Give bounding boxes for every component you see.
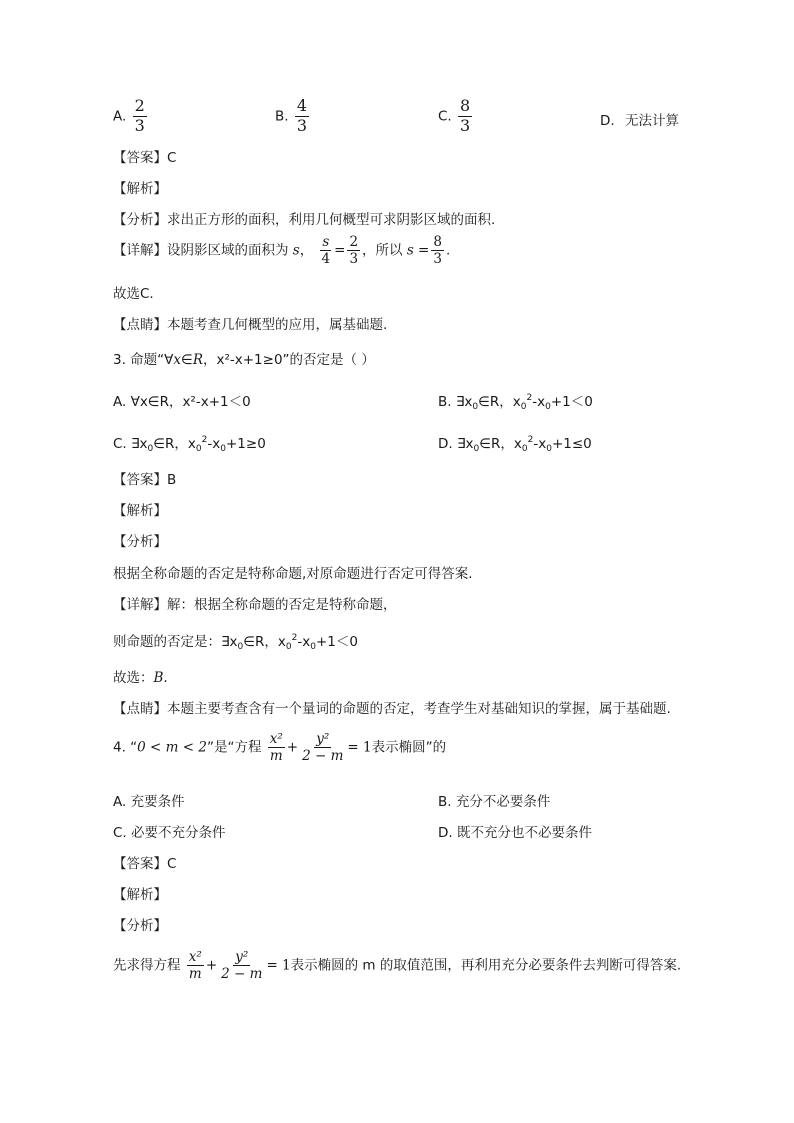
dianjing-line	[113, 697, 671, 717]
subscript: 0	[521, 444, 528, 454]
answer-line	[113, 852, 176, 872]
fenxi-tag: 【分析】	[113, 212, 167, 228]
fraction-numerator: s	[322, 234, 330, 250]
answer-value: C	[167, 150, 177, 166]
option-a	[113, 790, 185, 810]
condition: 0 < m < 2	[137, 739, 207, 756]
fraction-s-over-4	[320, 235, 333, 266]
question-4-stem	[113, 732, 446, 763]
option-b	[275, 98, 311, 135]
fenxi-body: 根据全称命题的否定是特称命题,对原命题进行否定可得答案.	[113, 566, 473, 582]
option-c	[438, 98, 474, 135]
option-a	[113, 98, 149, 135]
subscript: 0	[195, 444, 202, 454]
option-b-text: +1＜0	[550, 394, 593, 410]
fenxi-text	[113, 950, 681, 981]
option-d-label: D.	[600, 113, 615, 129]
fraction-y2-over-2-minus-m	[300, 732, 345, 763]
option-b-text: -x	[532, 394, 546, 410]
option-c-text: +1≥0	[225, 436, 266, 452]
option-d	[600, 109, 679, 129]
option-b	[438, 790, 550, 810]
result-text: 则命题的否定是：∃x	[113, 634, 238, 650]
s-equals: s =	[406, 242, 430, 259]
equals-one: = 1	[266, 957, 291, 974]
subscript: 0	[147, 444, 154, 454]
option-c-text: -x	[207, 436, 221, 452]
guxuan-line	[113, 666, 168, 686]
result-text: +1＜0	[315, 634, 358, 650]
result-line	[113, 630, 358, 652]
superscript: 2	[201, 435, 208, 445]
question-prefix: 3. 命题“	[113, 352, 165, 368]
option-b-fraction	[295, 98, 309, 135]
option-a-text: A. 充要条件	[113, 794, 185, 810]
option-d	[438, 821, 592, 841]
fenxi-prefix: 先求得方程	[113, 957, 181, 974]
answer-tag: 【答案】	[113, 856, 167, 872]
question-prefix: 4. “	[113, 739, 138, 756]
fraction-denominator: 2 − m	[221, 966, 263, 983]
jiexi-tag: 【解析】	[113, 503, 167, 519]
subscript: 0	[310, 642, 316, 652]
plus-sign: +	[286, 739, 299, 756]
option-d-text: 无法计算	[624, 113, 679, 129]
option-c-text: C. ∃x	[113, 436, 148, 452]
superscript: 2	[291, 633, 298, 643]
variable-x: x	[173, 352, 182, 368]
fenxi-heading	[113, 914, 167, 934]
answer-value: C	[167, 856, 177, 872]
fraction-denominator: m	[188, 966, 202, 983]
jiexi-heading	[113, 883, 167, 903]
dianjing-line	[113, 313, 387, 333]
option-b-label: B.	[275, 108, 289, 125]
subscript: 0	[220, 444, 226, 454]
xiangjie-tag: 【详解】	[113, 242, 167, 259]
in-symbol: ∈	[181, 352, 193, 368]
fraction-numerator: 8	[460, 96, 471, 115]
superscript: 2	[526, 393, 533, 403]
option-d-text: ∈R，x	[479, 436, 522, 452]
fenxi-tag: 【分析】	[113, 918, 167, 934]
dianjing-text: 本题考查几何概型的应用，属基础题.	[167, 317, 388, 333]
fraction-numerator: x²	[188, 949, 202, 965]
result-text: -x	[297, 634, 311, 650]
set-r: R	[192, 352, 203, 368]
fraction-denominator: 3	[296, 115, 308, 135]
fenxi-heading	[113, 530, 167, 550]
fenxi-tag: 【分析】	[113, 534, 167, 550]
subscript: 0	[546, 444, 552, 454]
fraction-denominator: 2 − m	[302, 748, 344, 765]
fraction-numerator: y²	[235, 949, 249, 965]
guxuan-text: 故选：	[113, 670, 154, 686]
fraction-denominator: 4	[321, 251, 331, 268]
fraction-denominator: 3	[349, 251, 359, 268]
jiexi-tag: 【解析】	[113, 181, 167, 197]
option-d-text: +1≤0	[551, 436, 592, 452]
fenxi-text	[113, 562, 473, 582]
result-text: ∈R，x	[243, 634, 286, 650]
dianjing-tag: 【点睛】	[113, 317, 167, 333]
fraction-numerator: 2	[349, 234, 359, 250]
plus-sign: +	[205, 957, 218, 974]
xiangjie-line	[113, 235, 450, 266]
jiexi-tag: 【解析】	[113, 887, 167, 903]
option-d-text: -x	[533, 436, 547, 452]
subscript: 0	[473, 444, 480, 454]
jiexi-heading	[113, 499, 167, 519]
answer-tag: 【答案】	[113, 150, 167, 166]
question-suffix: 表示椭圆”的	[371, 739, 447, 756]
question-mid: ”是“方程	[206, 739, 262, 756]
fraction-8-over-3	[431, 235, 444, 266]
subscript: 0	[545, 402, 551, 412]
subscript: 0	[472, 402, 479, 412]
answer-line	[113, 468, 176, 488]
option-b	[438, 390, 593, 412]
variable-s: s	[292, 242, 300, 259]
option-a-text: A. ∀x∈R，x²-x+1＜0	[113, 394, 251, 410]
fraction-denominator: 3	[134, 115, 145, 135]
fenxi-line	[113, 208, 495, 228]
jiexi-heading	[113, 177, 167, 197]
xiangjie-text: 解：根据全称命题的否定是特称命题，	[167, 597, 397, 613]
option-c	[113, 821, 226, 841]
option-b-text: ∈R，x	[478, 394, 521, 410]
option-c-label: C.	[438, 108, 452, 125]
period: .	[445, 242, 451, 259]
option-a-label: A.	[113, 108, 127, 125]
fraction-x2-over-m	[187, 950, 204, 981]
option-c-text: C. 必要不充分条件	[113, 825, 226, 841]
option-d-text: D. 既不充分也不必要条件	[438, 825, 592, 841]
answer-tag: 【答案】	[113, 472, 167, 488]
option-b-text: B. ∃x	[438, 394, 473, 410]
option-c-fraction	[458, 98, 472, 135]
fraction-denominator: 3	[433, 251, 442, 268]
question-3-stem	[113, 348, 375, 368]
answer-line	[113, 146, 176, 166]
fraction-numerator: x²	[269, 731, 283, 747]
xiangjie-tag: 【详解】	[113, 597, 167, 613]
equals-sign: =	[334, 242, 346, 259]
option-d-text: D. ∃x	[438, 436, 474, 452]
dianjing-tag: 【点睛】	[113, 701, 167, 717]
guxuan-value: B.	[153, 670, 168, 686]
question-expression: ，x²-x+1≥0”的否定是（ ）	[202, 352, 375, 368]
fraction-x2-over-m	[268, 732, 285, 763]
subscript: 0	[520, 402, 527, 412]
guxuan-line	[113, 282, 154, 302]
guxuan-text: 故选C.	[113, 286, 154, 302]
fenxi-suffix: 表示椭圆的 m 的取值范围，再利用充分必要条件去判断可得答案.	[290, 957, 682, 974]
option-d	[438, 432, 592, 454]
fraction-numerator: 4	[296, 96, 308, 115]
fraction-y2-over-2-minus-m	[219, 950, 264, 981]
equals-one: = 1	[347, 739, 372, 756]
superscript: 2	[527, 435, 534, 445]
answer-value: B	[167, 472, 177, 488]
subscript: 0	[237, 642, 244, 652]
xiangjie-text-2: ，所以	[362, 242, 403, 259]
option-c	[113, 432, 266, 454]
xiangjie-line	[113, 593, 397, 613]
xiangjie-text: 设阴影区域的面积为	[167, 242, 289, 259]
fraction-denominator: 3	[460, 115, 471, 135]
fraction-2-over-3	[347, 235, 360, 266]
comma: ，	[299, 242, 314, 259]
option-a	[113, 390, 251, 410]
option-c-text: ∈R，x	[153, 436, 196, 452]
fraction-numerator: y²	[316, 731, 330, 747]
option-b-text: B. 充分不必要条件	[438, 794, 551, 810]
option-a-fraction	[133, 98, 147, 135]
fraction-denominator: m	[269, 748, 283, 765]
dianjing-text: 本题主要考查含有一个量词的命题的否定，考查学生对基础知识的掌握，属于基础题.	[167, 701, 671, 717]
fenxi-text: 求出正方形的面积，利用几何概型可求阴影区域的面积.	[167, 212, 496, 228]
fraction-numerator: 8	[433, 234, 442, 250]
subscript: 0	[285, 642, 292, 652]
fraction-numerator: 2	[134, 96, 145, 115]
forall-symbol: ∀	[164, 352, 174, 368]
